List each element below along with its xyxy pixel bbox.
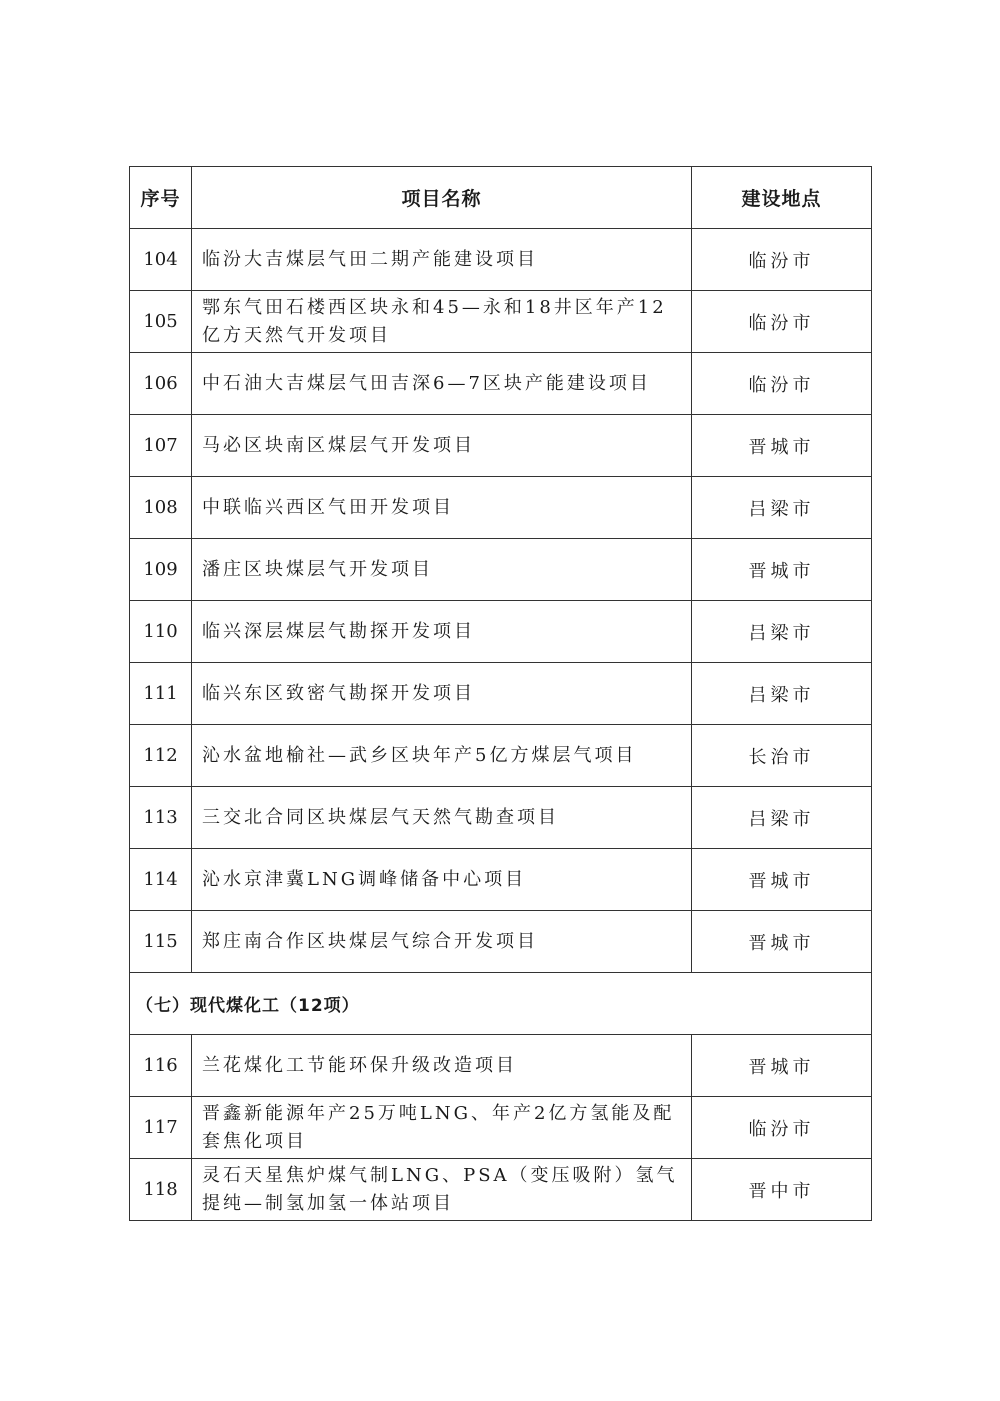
table-row: [130, 663, 872, 725]
row-number: 107: [130, 415, 192, 477]
row-number: 111: [130, 663, 192, 725]
header-no: 序号: [130, 167, 192, 229]
project-name: 郑庄南合作区块煤层气综合开发项目: [192, 911, 692, 973]
project-location: 吕梁市: [692, 663, 872, 725]
project-location: 晋城市: [692, 1035, 872, 1097]
header-location: 建设地点: [692, 167, 872, 229]
project-name: 兰花煤化工节能环保升级改造项目: [192, 1035, 692, 1097]
project-name: 三交北合同区块煤层气天然气勘查项目: [192, 787, 692, 849]
row-number: 105: [130, 291, 192, 353]
project-name: 晋鑫新能源年产25万吨LNG、年产2亿方氢能及配套焦化项目: [192, 1097, 692, 1159]
project-location: 临汾市: [692, 1097, 872, 1159]
project-name: 中石油大吉煤层气田吉深6—7区块产能建设项目: [192, 353, 692, 415]
project-name: 沁水盆地榆社—武乡区块年产5亿方煤层气项目: [192, 725, 692, 787]
project-name: 鄂东气田石楼西区块永和45—永和18井区年产12亿方天然气开发项目: [192, 291, 692, 353]
project-name: 中联临兴西区气田开发项目: [192, 477, 692, 539]
table-row: [130, 725, 872, 787]
project-name: 临汾大吉煤层气田二期产能建设项目: [192, 229, 692, 291]
table-row: [130, 601, 872, 663]
table-row: [130, 911, 872, 973]
table-row: [130, 291, 872, 353]
section-title: （七）现代煤化工（12项）: [130, 973, 872, 1035]
project-location: 吕梁市: [692, 787, 872, 849]
row-number: 109: [130, 539, 192, 601]
project-location: 吕梁市: [692, 601, 872, 663]
row-number: 114: [130, 849, 192, 911]
row-number: 115: [130, 911, 192, 973]
project-location: 晋城市: [692, 415, 872, 477]
table-row: [130, 849, 872, 911]
project-location: 晋城市: [692, 539, 872, 601]
project-location: 长治市: [692, 725, 872, 787]
project-name: 潘庄区块煤层气开发项目: [192, 539, 692, 601]
header-row: [130, 167, 872, 229]
table-row: [130, 1035, 872, 1097]
project-table: [129, 166, 872, 1221]
header-name: 项目名称: [192, 167, 692, 229]
row-number: 116: [130, 1035, 192, 1097]
row-number: 118: [130, 1159, 192, 1221]
section-row: [130, 973, 872, 1035]
row-number: 104: [130, 229, 192, 291]
row-number: 112: [130, 725, 192, 787]
table-row: [130, 1097, 872, 1159]
project-location: 临汾市: [692, 353, 872, 415]
row-number: 106: [130, 353, 192, 415]
row-number: 117: [130, 1097, 192, 1159]
project-location: 晋中市: [692, 1159, 872, 1221]
table-row: [130, 415, 872, 477]
table-row: [130, 477, 872, 539]
table-row: [130, 353, 872, 415]
project-location: 临汾市: [692, 229, 872, 291]
project-name: 临兴东区致密气勘探开发项目: [192, 663, 692, 725]
table-row: [130, 1159, 872, 1221]
row-number: 113: [130, 787, 192, 849]
row-number: 108: [130, 477, 192, 539]
project-location: 临汾市: [692, 291, 872, 353]
project-name: 沁水京津冀LNG调峰储备中心项目: [192, 849, 692, 911]
table-row: [130, 787, 872, 849]
project-location: 吕梁市: [692, 477, 872, 539]
row-number: 110: [130, 601, 192, 663]
project-location: 晋城市: [692, 849, 872, 911]
project-name: 灵石天星焦炉煤气制LNG、PSA（变压吸附）氢气提纯—制氢加氢一体站项目: [192, 1159, 692, 1221]
table-row: [130, 229, 872, 291]
project-location: 晋城市: [692, 911, 872, 973]
project-name: 临兴深层煤层气勘探开发项目: [192, 601, 692, 663]
project-name: 马必区块南区煤层气开发项目: [192, 415, 692, 477]
table-row: [130, 539, 872, 601]
